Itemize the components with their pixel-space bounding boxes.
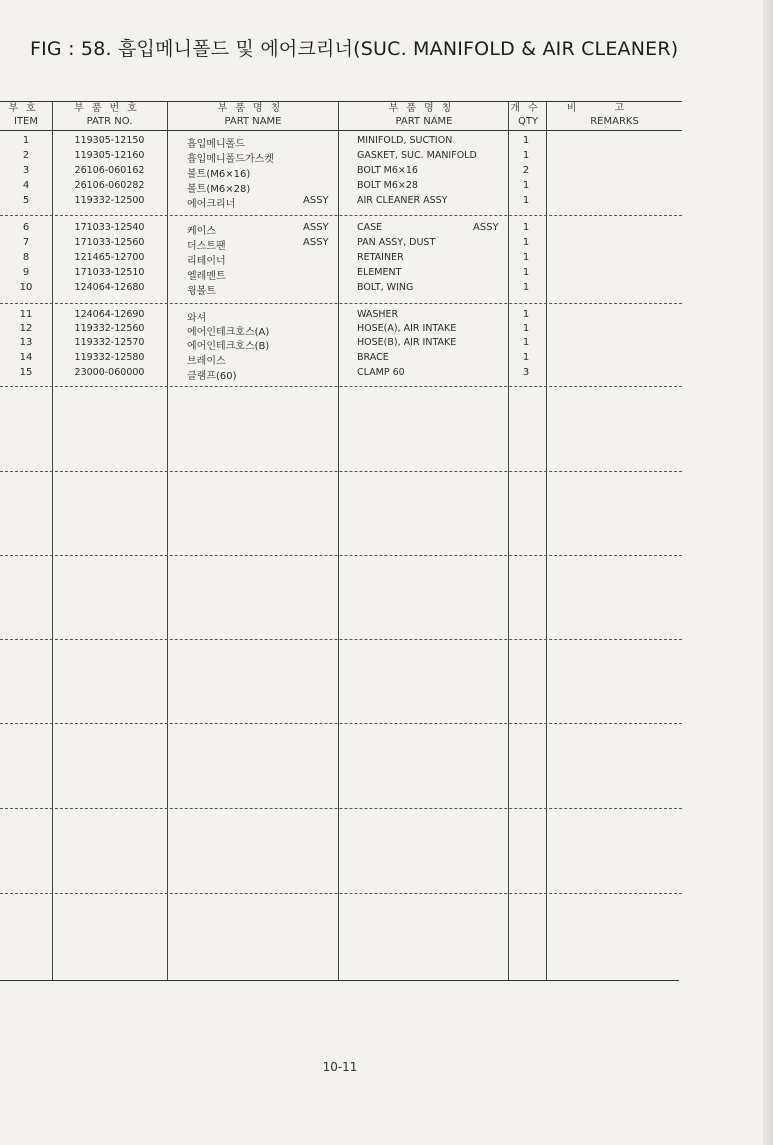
table-row xyxy=(0,309,773,323)
part-number: 121465-12700 xyxy=(74,252,145,263)
item-number: 8 xyxy=(22,252,30,263)
group-separator xyxy=(0,639,682,640)
group-separator xyxy=(0,303,682,304)
item-number: 2 xyxy=(22,150,30,161)
assy-label-korean: ASSY xyxy=(303,222,329,233)
table-row xyxy=(0,195,773,209)
quantity: 1 xyxy=(522,222,530,233)
group-separator xyxy=(0,808,682,809)
quantity: 1 xyxy=(522,309,530,320)
part-name-korean: 에어크리너 xyxy=(187,199,236,210)
header-item-ko: 부호 xyxy=(8,103,44,114)
part-name-english: CLAMP 60 xyxy=(357,367,405,378)
assy-label-korean: ASSY xyxy=(303,195,329,206)
item-number: 15 xyxy=(19,367,33,378)
table-row xyxy=(0,222,773,236)
header-item-en: ITEM xyxy=(13,116,38,127)
header-part-name-ko-ko: 부품명칭 xyxy=(217,103,289,114)
part-name-english: BOLT, WING xyxy=(357,282,414,293)
quantity: 1 xyxy=(522,337,530,348)
item-number: 11 xyxy=(19,309,33,320)
part-name-english: BOLT M6×28 xyxy=(357,180,418,191)
quantity: 1 xyxy=(522,135,530,146)
part-name-english: MINIFOLD, SUCTION xyxy=(357,135,453,146)
part-name-korean: 케이스 xyxy=(187,226,216,237)
part-number: 171033-12510 xyxy=(74,267,145,278)
quantity: 1 xyxy=(522,352,530,363)
header-part-no xyxy=(52,102,167,128)
item-number: 3 xyxy=(22,165,30,176)
part-name-english: HOSE(B), AIR INTAKE xyxy=(357,337,457,348)
table-row xyxy=(0,337,773,351)
part-name-korean: 에어인테크호스(B) xyxy=(187,341,270,352)
quantity: 1 xyxy=(522,150,530,161)
part-number: 119332-12560 xyxy=(74,323,145,334)
header-part-name-ko xyxy=(167,102,339,128)
page-number: 10-11 xyxy=(322,1060,358,1074)
table-row xyxy=(0,352,773,366)
part-name-korean: 볼트(M6×16) xyxy=(187,169,251,180)
header-remarks xyxy=(547,102,682,128)
table-row xyxy=(0,323,773,337)
part-name-english: ELEMENT xyxy=(357,267,402,278)
header-qty-ko: 개수 xyxy=(510,103,546,114)
part-number: 23000-060000 xyxy=(74,367,145,378)
table-row xyxy=(0,180,773,194)
header-part-name-en-en: PART NAME xyxy=(395,116,453,127)
part-number: 171033-12540 xyxy=(74,222,145,233)
assy-label-korean: ASSY xyxy=(303,237,329,248)
part-name-english: HOSE(A), AIR INTAKE xyxy=(357,323,457,334)
page-title: FIG : 58. 흡입메니폴드 및 에어크리너(SUC. MANIFOLD & AIR CLEANER) xyxy=(30,38,679,60)
group-separator xyxy=(0,555,682,556)
part-name-korean: 브레이스 xyxy=(187,356,226,367)
group-separator xyxy=(0,723,682,724)
header-item xyxy=(0,102,52,128)
part-number: 119332-12500 xyxy=(74,195,145,206)
part-name-korean: 흡입메니폴드 xyxy=(187,139,245,150)
table-row xyxy=(0,282,773,296)
part-number: 119332-12570 xyxy=(74,337,145,348)
table-row xyxy=(0,367,773,381)
part-name-korean: 엘레멘트 xyxy=(187,271,226,282)
part-name-korean: 에어인테크호스(A) xyxy=(187,327,270,338)
item-number: 5 xyxy=(22,195,30,206)
header-qty xyxy=(509,102,547,128)
part-name-english: RETAINER xyxy=(357,252,404,263)
group-separator xyxy=(0,386,682,387)
group-separator xyxy=(0,893,682,894)
item-number: 1 xyxy=(22,135,30,146)
part-name-english: AIR CLEANER ASSY xyxy=(357,195,448,206)
part-name-english: GASKET, SUC. MANIFOLD xyxy=(357,150,477,161)
part-name-english: BRACE xyxy=(357,352,389,363)
quantity: 1 xyxy=(522,180,530,191)
part-name-korean: 리테이너 xyxy=(187,256,226,267)
part-name-english: CASE xyxy=(357,222,383,233)
part-name-korean: 볼트(M6×28) xyxy=(187,184,251,195)
part-number: 26106-060162 xyxy=(74,165,145,176)
quantity: 1 xyxy=(522,252,530,263)
header-part-no-ko: 부품번호 xyxy=(74,103,145,114)
item-number: 7 xyxy=(22,237,30,248)
item-number: 9 xyxy=(22,267,30,278)
header-qty-en: QTY xyxy=(517,116,539,127)
header-remarks-en: REMARKS xyxy=(590,116,639,127)
table-row xyxy=(0,252,773,266)
header-part-name-ko-en: PART NAME xyxy=(224,116,282,127)
part-number: 124064-12690 xyxy=(74,309,145,320)
part-number: 124064-12680 xyxy=(74,282,145,293)
item-number: 14 xyxy=(19,352,33,363)
item-number: 6 xyxy=(22,222,30,233)
part-number: 119332-12580 xyxy=(74,352,145,363)
item-number: 13 xyxy=(19,337,33,348)
part-name-korean: 더스트팬 xyxy=(187,241,226,252)
quantity: 1 xyxy=(522,267,530,278)
quantity: 2 xyxy=(522,165,530,176)
quantity: 1 xyxy=(522,237,530,248)
table-row xyxy=(0,237,773,251)
header-part-name-en xyxy=(339,102,509,128)
part-name-english: BOLT M6×16 xyxy=(357,165,418,176)
header-remarks-ko: 비고 xyxy=(566,103,663,114)
part-name-korean: 흡입메니폴드가스켓 xyxy=(187,154,274,165)
part-name-english: WASHER xyxy=(357,309,399,320)
part-number: 171033-12560 xyxy=(74,237,145,248)
quantity: 1 xyxy=(522,282,530,293)
part-name-korean: 윙볼트 xyxy=(187,286,216,297)
header-part-name-en-ko: 부품명칭 xyxy=(388,103,460,114)
assy-label-english: ASSY xyxy=(473,222,499,233)
part-number: 119305-12160 xyxy=(74,150,145,161)
part-name-korean: 클램프(60) xyxy=(187,371,237,382)
table-row xyxy=(0,150,773,164)
part-number: 119305-12150 xyxy=(74,135,145,146)
part-name-english: PAN ASSY, DUST xyxy=(357,237,436,248)
header-part-no-en: PATR NO. xyxy=(86,116,133,127)
part-number: 26106-060282 xyxy=(74,180,145,191)
part-name-korean: 와셔 xyxy=(187,313,207,324)
header-bottom-rule xyxy=(0,130,682,131)
table-row xyxy=(0,267,773,281)
item-number: 4 xyxy=(22,180,30,191)
quantity: 3 xyxy=(522,367,530,378)
table-row xyxy=(0,135,773,149)
table-bottom-rule xyxy=(0,980,679,981)
group-separator xyxy=(0,215,682,216)
quantity: 1 xyxy=(522,323,530,334)
group-separator xyxy=(0,471,682,472)
quantity: 1 xyxy=(522,195,530,206)
table-row xyxy=(0,165,773,179)
item-number: 10 xyxy=(19,282,33,293)
item-number: 12 xyxy=(19,323,33,334)
